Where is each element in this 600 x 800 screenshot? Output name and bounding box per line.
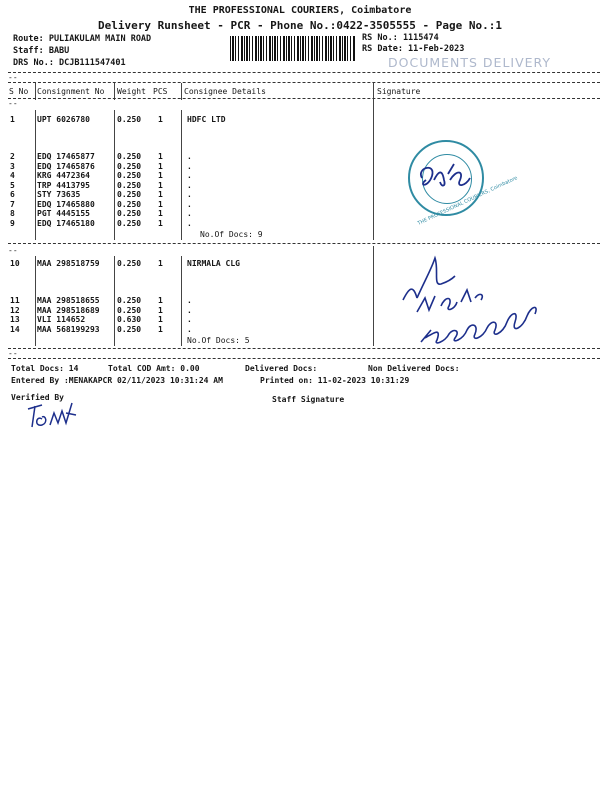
divider <box>8 72 600 73</box>
col-consignee: Consignee Details <box>184 87 266 96</box>
entered-by: Entered By :MENAKAPCR 02/11/2023 10:31:24 AM <box>11 376 223 385</box>
rs-number: RS No.: 1115474 <box>362 33 439 43</box>
documents-delivery-stamp: DOCUMENTS DELIVERY <box>388 55 552 70</box>
delivered-docs: Delivered Docs: <box>245 364 318 373</box>
divider <box>8 82 600 83</box>
group-total: No.Of Docs: 5 <box>187 336 250 345</box>
col-consignment: Consignment No <box>37 87 105 96</box>
divider <box>8 98 600 99</box>
total-cod: Total COD Amt: 0.00 <box>108 364 200 373</box>
divider <box>8 348 600 349</box>
staff-signature: Staff Signature <box>272 395 345 404</box>
handwritten-receiver-signature <box>395 250 545 350</box>
group-total: No.Of Docs: 9 <box>200 230 263 239</box>
divider <box>8 358 600 359</box>
company-title: THE PROFESSIONAL COURIERS, Coimbatore <box>188 5 412 16</box>
seal-text: THE PROFESSIONAL COURIERS, Coimbatore <box>416 175 519 227</box>
runsheet-subtitle: Delivery Runsheet - PCR - Phone No.:0422-3505555 - Page No.:1 <box>98 19 502 32</box>
barcode <box>230 36 355 61</box>
drs-number: DRS No.: DCJB111547401 <box>13 58 126 68</box>
staff-label: Staff: BABU <box>13 46 70 56</box>
signature-scribble <box>414 150 478 200</box>
col-sno: S No <box>9 87 29 96</box>
printed-on: Printed on: 11-02-2023 10:31:29 <box>260 376 410 385</box>
col-pcs: PCS <box>153 87 168 96</box>
non-delivered-docs: Non Delivered Docs: <box>368 364 460 373</box>
total-docs: Total Docs: 14 <box>11 364 79 373</box>
rs-date: RS Date: 11-Feb-2023 <box>362 44 465 54</box>
route-label: Route: PULIAKULAM MAIN ROAD <box>13 34 152 44</box>
col-signature: Signature <box>377 87 421 96</box>
verifier-signature <box>20 395 80 435</box>
verified-by: Verified By <box>11 393 64 402</box>
col-weight: Weight <box>117 87 146 96</box>
divider <box>8 243 600 244</box>
